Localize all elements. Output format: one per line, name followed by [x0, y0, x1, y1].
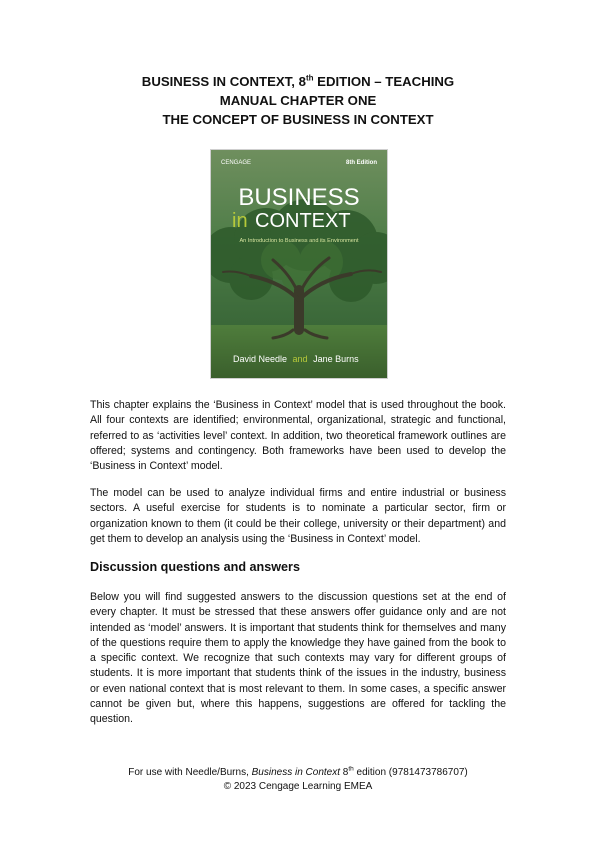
page-footer: [60, 766, 536, 794]
footer-copyright: © 2023 Cengage Learning EMEA: [223, 781, 373, 792]
cover-subtitle: An Introduction to Business and its Environment: [239, 238, 359, 244]
discussion-paragraph: Below you will find suggested answers to the discussion questions set at the end of every chapter. It must be stressed that these answers offer guidance only and are not intended as ‘model’ answers. It is important that students think for themselves and many of the questions require them to apply the knowledge they have gained from the book to a specific context. We recognize that such contexts may vary for different groups of students. It is more important that students think of the issues in the industry, business or even national context that is most relevant to them. In some cases, a specific answer cannot be given but, where this happens, suggestions are offered for tackling the question.: [90, 591, 506, 726]
page-title: [60, 72, 536, 129]
cover-edition: 8th Edition: [346, 160, 377, 166]
cover-authors: David Needle and Jane Burns: [233, 354, 359, 364]
book-cover-image: [210, 149, 388, 379]
section-heading: Discussion questions and answers: [90, 560, 300, 574]
cover-title-business: BUSINESS: [238, 184, 360, 211]
title-line-2: MANUAL CHAPTER ONE: [219, 93, 377, 108]
intro-paragraph: This chapter explains the ‘Business in Context’ model that is used throughout the book. All four contexts are identified; environmental, organizational, strategic and functional, referred to as ‘activities level’ context. In addition, two theoretical framework outlines are offered; systems and contingency. Both frameworks have been used to develop the ‘Business in Context’ model.: [90, 399, 506, 473]
cover-title-context: CONTEXT: [255, 210, 351, 232]
cover-publisher: CENGAGE: [221, 160, 252, 166]
title-line-3: THE CONCEPT OF BUSINESS IN CONTEXT: [162, 112, 434, 127]
cover-title-in: in: [232, 210, 248, 232]
title-line-1: BUSINESS IN CONTEXT, 8th EDITION – TEACHING: [141, 73, 455, 89]
footer-line-1: For use with Needle/Burns, Business in Context 8th edition (9781473786707): [128, 765, 468, 778]
model-paragraph: The model can be used to analyze individual firms and entire industrial or business sectors. A useful exercise for students is to nominate a particular sector, firm or organization known to them (it could be their college, university or their department) and get them to develop an analysis using the ‘Business in Context’ model.: [90, 487, 506, 545]
